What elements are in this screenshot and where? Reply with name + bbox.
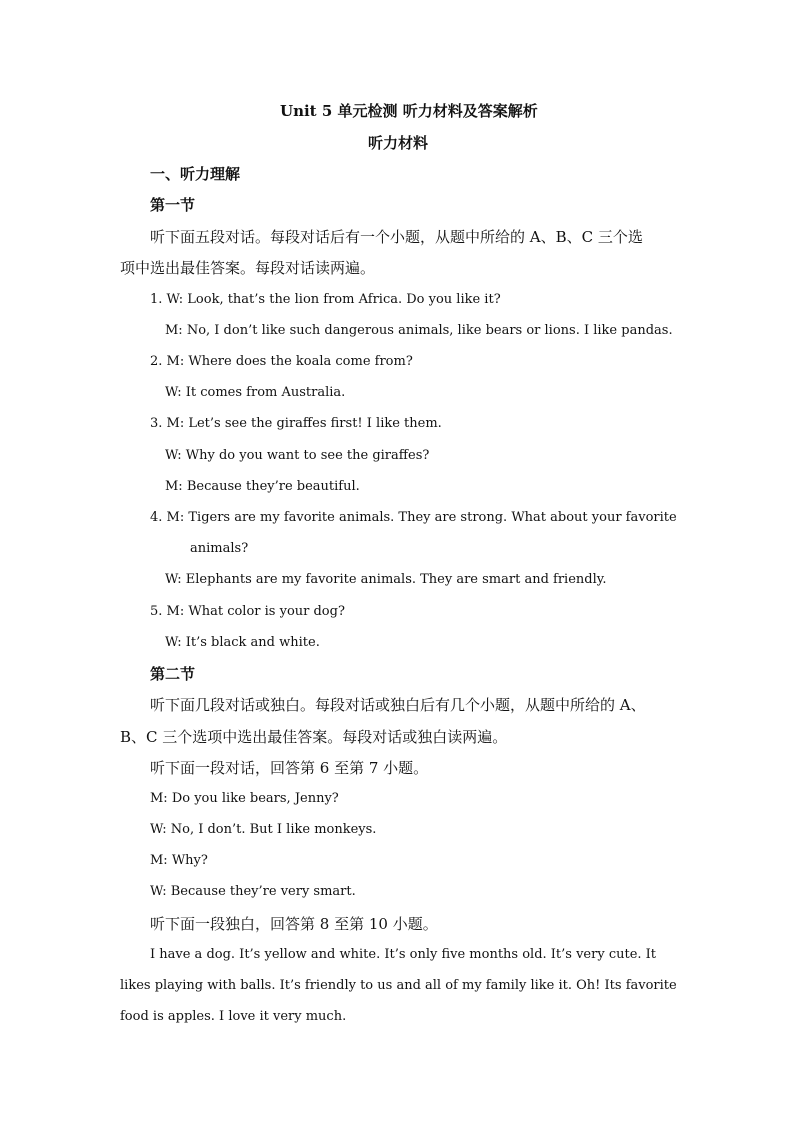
- dialogue-line: W: No, I don’t. But I like monkeys.: [150, 822, 377, 837]
- document-title: Unit 5 单元检测 听力材料及答案解析: [280, 102, 538, 120]
- monologue-line: food is apples. I love it very much.: [120, 1009, 347, 1024]
- dialogue-line: 5. M: What color is your dog?: [150, 604, 345, 619]
- dialogue-line: 3. M: Let’s see the giraffes first! I like them.: [150, 416, 442, 431]
- dialogue-line: 1. W: Look, that’s the lion from Africa. Do you like it?: [150, 292, 501, 307]
- section-two-instruction-line2: B、C 三个选项中选出最佳答案。每段对话或独白读两遍。: [120, 728, 508, 746]
- dialogue-line: W: Elephants are my favorite animals. They are smart and friendly.: [165, 572, 607, 587]
- monologue-line: I have a dog. It’s yellow and white. It’s only five months old. It’s very cute. It: [150, 947, 657, 962]
- part-one-heading: 一、听力理解: [150, 165, 241, 183]
- section-two-heading: 第二节: [150, 665, 196, 683]
- section-one-instruction-line1: 听下面五段对话。每段对话后有一个小题，从题中所给的 A、B、C 三个选: [150, 228, 643, 246]
- section-one-instruction-line2: 项中选出最佳答案。每段对话读两遍。: [120, 259, 376, 277]
- section-one-heading: 第一节: [150, 196, 196, 214]
- dialogue-line: W: Why do you want to see the giraffes?: [165, 448, 430, 463]
- dialogue-intro: 听下面一段对话，回答第 6 至第 7 小题。: [150, 759, 429, 777]
- monologue-line: likes playing with balls. It’s friendly to us and all of my family like it. Oh! Its favorite: [120, 978, 677, 993]
- dialogue-line: M: No, I don’t like such dangerous animals, like bears or lions. I like pandas.: [165, 323, 673, 338]
- dialogue-line: 4. M: Tigers are my favorite animals. They are strong. What about your favorite: [150, 510, 677, 525]
- dialogue-line: M: Because they’re beautiful.: [165, 479, 360, 494]
- section-two-instruction-line1: 听下面几段对话或独白。每段对话或独白后有几个小题，从题中所给的 A、: [150, 696, 646, 714]
- dialogue-line: W: It’s black and white.: [165, 635, 320, 650]
- document-subtitle: 听力材料: [368, 134, 429, 152]
- dialogue-line: animals?: [190, 541, 249, 556]
- monologue-intro: 听下面一段独白，回答第 8 至第 10 小题。: [150, 915, 438, 933]
- dialogue-line: M: Why?: [150, 853, 208, 868]
- dialogue-line: M: Do you like bears, Jenny?: [150, 791, 339, 806]
- dialogue-line: 2. M: Where does the koala come from?: [150, 354, 413, 369]
- dialogue-line: W: It comes from Australia.: [165, 385, 346, 400]
- dialogue-line: W: Because they’re very smart.: [150, 884, 356, 899]
